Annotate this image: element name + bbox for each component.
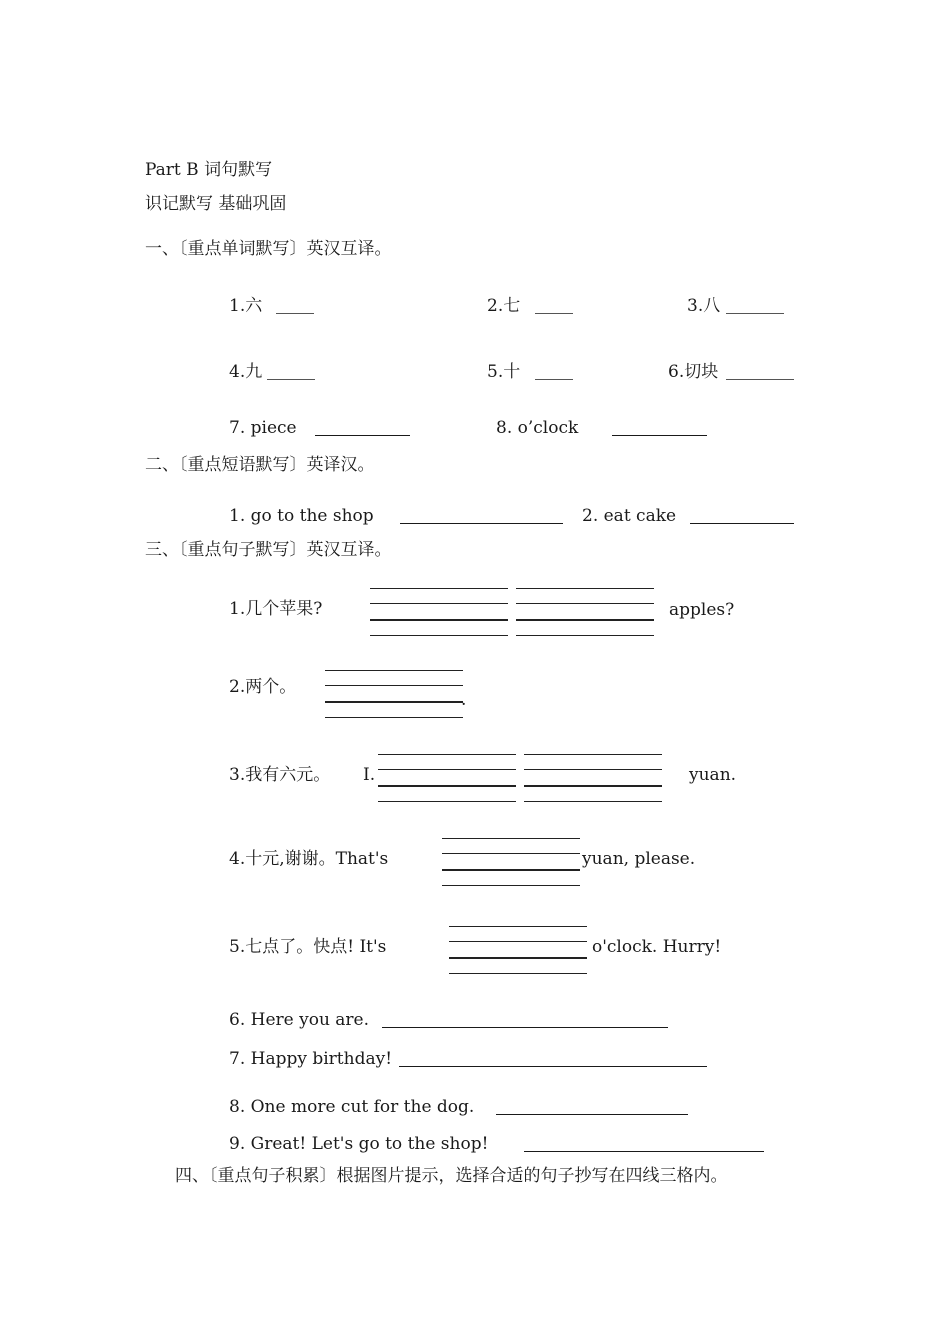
four-line-grid[interactable] xyxy=(442,838,580,890)
page-subtitle: 识记默写 基础巩固 xyxy=(145,194,287,214)
sentence-3-lead: I. xyxy=(363,765,376,785)
sentence-5-tail: o'clock. Hurry! xyxy=(592,937,722,957)
page-title: Part B 词句默写 xyxy=(145,160,273,180)
section3-heading: 三、〔重点句子默写〕英汉互译。 xyxy=(145,540,392,560)
phrase-item-1: 1. go to the shop xyxy=(229,506,374,526)
word-item-4: 4.九 xyxy=(229,362,263,382)
sentence-1-prompt: 1.几个苹果? xyxy=(229,599,323,619)
sentence-3-prompt: 3.我有六元。 xyxy=(229,765,331,785)
phrase-item-2: 2. eat cake xyxy=(582,506,677,526)
word-item-1: 1.六 xyxy=(229,296,263,316)
sentence-9: 9. Great! Let's go to the shop! xyxy=(229,1134,489,1154)
section1-heading: 一、〔重点单词默写〕英汉互译。 xyxy=(145,239,392,259)
word-item-6: 6.切块 xyxy=(668,362,719,382)
four-line-grid[interactable] xyxy=(325,670,463,722)
four-line-grid[interactable] xyxy=(516,588,654,640)
phrase-blank-1[interactable] xyxy=(400,523,563,524)
four-line-grid[interactable] xyxy=(524,754,662,806)
answer-blank-8[interactable] xyxy=(612,435,707,436)
answer-blank-4[interactable] xyxy=(267,379,315,380)
four-line-grid[interactable] xyxy=(449,926,587,978)
section4-heading: 四、〔重点句子积累〕根据图片提示，选择合适的句子抄写在四线三格内。 xyxy=(175,1166,728,1186)
answer-blank-5[interactable] xyxy=(535,379,573,380)
answer-blank-1[interactable] xyxy=(276,313,314,314)
sentence-2-tail: . xyxy=(461,690,467,710)
answer-blank-2[interactable] xyxy=(535,313,573,314)
sentence-6-blank[interactable] xyxy=(382,1027,668,1028)
section2-heading: 二、〔重点短语默写〕英译汉。 xyxy=(145,455,375,475)
four-line-grid[interactable] xyxy=(378,754,516,806)
sentence-3-tail: yuan. xyxy=(689,765,737,785)
sentence-2-prompt: 2.两个。 xyxy=(229,677,297,697)
word-item-8: 8. o’clock xyxy=(496,418,579,438)
word-item-5: 5.十 xyxy=(487,362,521,382)
sentence-8-blank[interactable] xyxy=(496,1114,688,1115)
answer-blank-7[interactable] xyxy=(315,435,410,436)
sentence-4-tail: yuan, please. xyxy=(582,849,696,869)
sentence-6: 6. Here you are. xyxy=(229,1010,370,1030)
sentence-9-blank[interactable] xyxy=(524,1151,764,1152)
word-item-2: 2.七 xyxy=(487,296,521,316)
sentence-4-prompt: 4.十元,谢谢。That's xyxy=(229,849,389,869)
sentence-7: 7. Happy birthday! xyxy=(229,1049,393,1069)
answer-blank-6[interactable] xyxy=(726,379,794,380)
sentence-1-tail: apples? xyxy=(669,600,735,620)
answer-blank-3[interactable] xyxy=(726,313,784,314)
sentence-7-blank[interactable] xyxy=(399,1066,707,1067)
sentence-8: 8. One more cut for the dog. xyxy=(229,1097,475,1117)
word-item-7: 7. piece xyxy=(229,418,297,438)
word-item-3: 3.八 xyxy=(687,296,721,316)
four-line-grid[interactable] xyxy=(370,588,508,640)
phrase-blank-2[interactable] xyxy=(690,523,794,524)
sentence-5-prompt: 5.七点了。快点! It's xyxy=(229,937,387,957)
